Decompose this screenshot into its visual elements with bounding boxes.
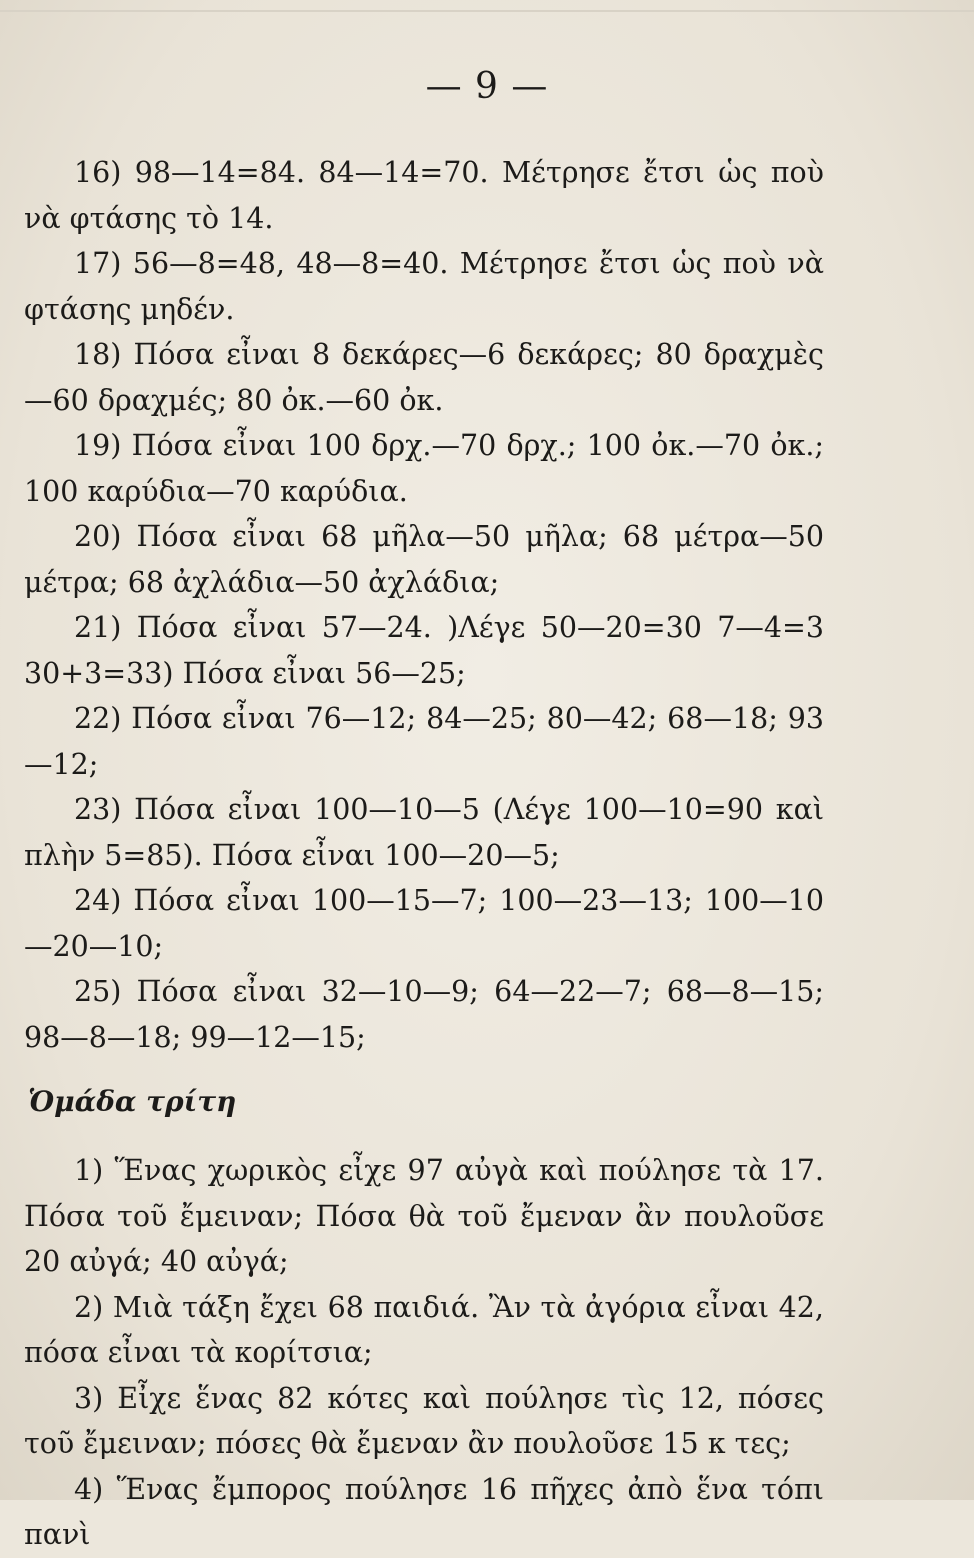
page-body [24,150,824,1558]
problem-1: 1) Ἕνας χωρικὸς εἶχε 97 αὐγὰ καὶ πούλησε τὰ 17. Πόσα τοῦ ἔμειναν; Πόσα θὰ τοῦ ἔμεναν ἂν πουλοῦσε 20 αὐγά; 40 αὐγά; [24,1154,824,1278]
exercise-20: 20) Πόσα εἶναι 68 μῆλα—50 μῆλα; 68 μέτρα—50 μέτρα; 68 ἀχλάδια—50 ἀχλάδια; [24,520,824,599]
exercise-18: 18) Πόσα εἶναι 8 δεκάρες—6 δεκάρες; 80 δραχμὲς—60 δραχμές; 80 ὀκ.—60 ὀκ. [24,338,824,417]
page-number: — 9 — [425,66,549,107]
section-heading: Ὁμάδα τρίτη [28,1085,237,1118]
exercise-24: 24) Πόσα εἶναι 100—15—7; 100—23—13; 100—10—20—10; [24,884,824,963]
exercise-21: 21) Πόσα εἶναι 57—24. )Λέγε 50—20=30 7—4=3 30+3=33) Πόσα εἶναι 56—25; [24,611,824,690]
exercise-17: 17) 56—8=48, 48—8=40. Μέτρησε ἔτσι ὡς ποὺ νὰ φτάσης μηδέν. [24,247,824,326]
exercise-23: 23) Πόσα εἶναι 100—10—5 (Λέγε 100—10=90 καὶ πλὴν 5=85). Πόσα εἶναι 100—20—5; [24,793,824,872]
top-edge-line [0,10,974,12]
problem-3: 3) Εἶχε ἕνας 82 κότες καὶ πούλησε τὶς 12, πόσες τοῦ ἔμειναν; πόσες θὰ ἔμεναν ἂν πουλοῦσε 15 κ τες; [24,1381,824,1460]
exercise-19: 19) Πόσα εἶναι 100 δρχ.—70 δρχ.; 100 ὀκ.—70 ὀκ.; 100 καρύδια—70 καρύδια. [24,429,824,508]
exercise-25: 25) Πόσα εἶναι 32—10—9; 64—22—7; 68—8—15; 98—8—18; 99—12—15; [24,975,824,1054]
exercise-16: 16) 98—14=84. 84—14=70. Μέτρησε ἔτσι ὡς ποὺ νὰ φτάσης τὸ 14. [24,156,824,235]
exercise-22: 22) Πόσα εἶναι 76—12; 84—25; 80—42; 68—18; 93—12; [24,702,824,781]
problem-4: 4) Ἕνας ἔμπορος πούλησε 16 πῆχες ἀπὸ ἕνα τόπι πανὶ [24,1472,824,1551]
problem-2: 2) Μιὰ τάξη ἔχει 68 παιδιά. Ἂν τὰ ἀγόρια εἶναι 42, πόσα εἶναι τὰ κορίτσια; [24,1290,824,1369]
